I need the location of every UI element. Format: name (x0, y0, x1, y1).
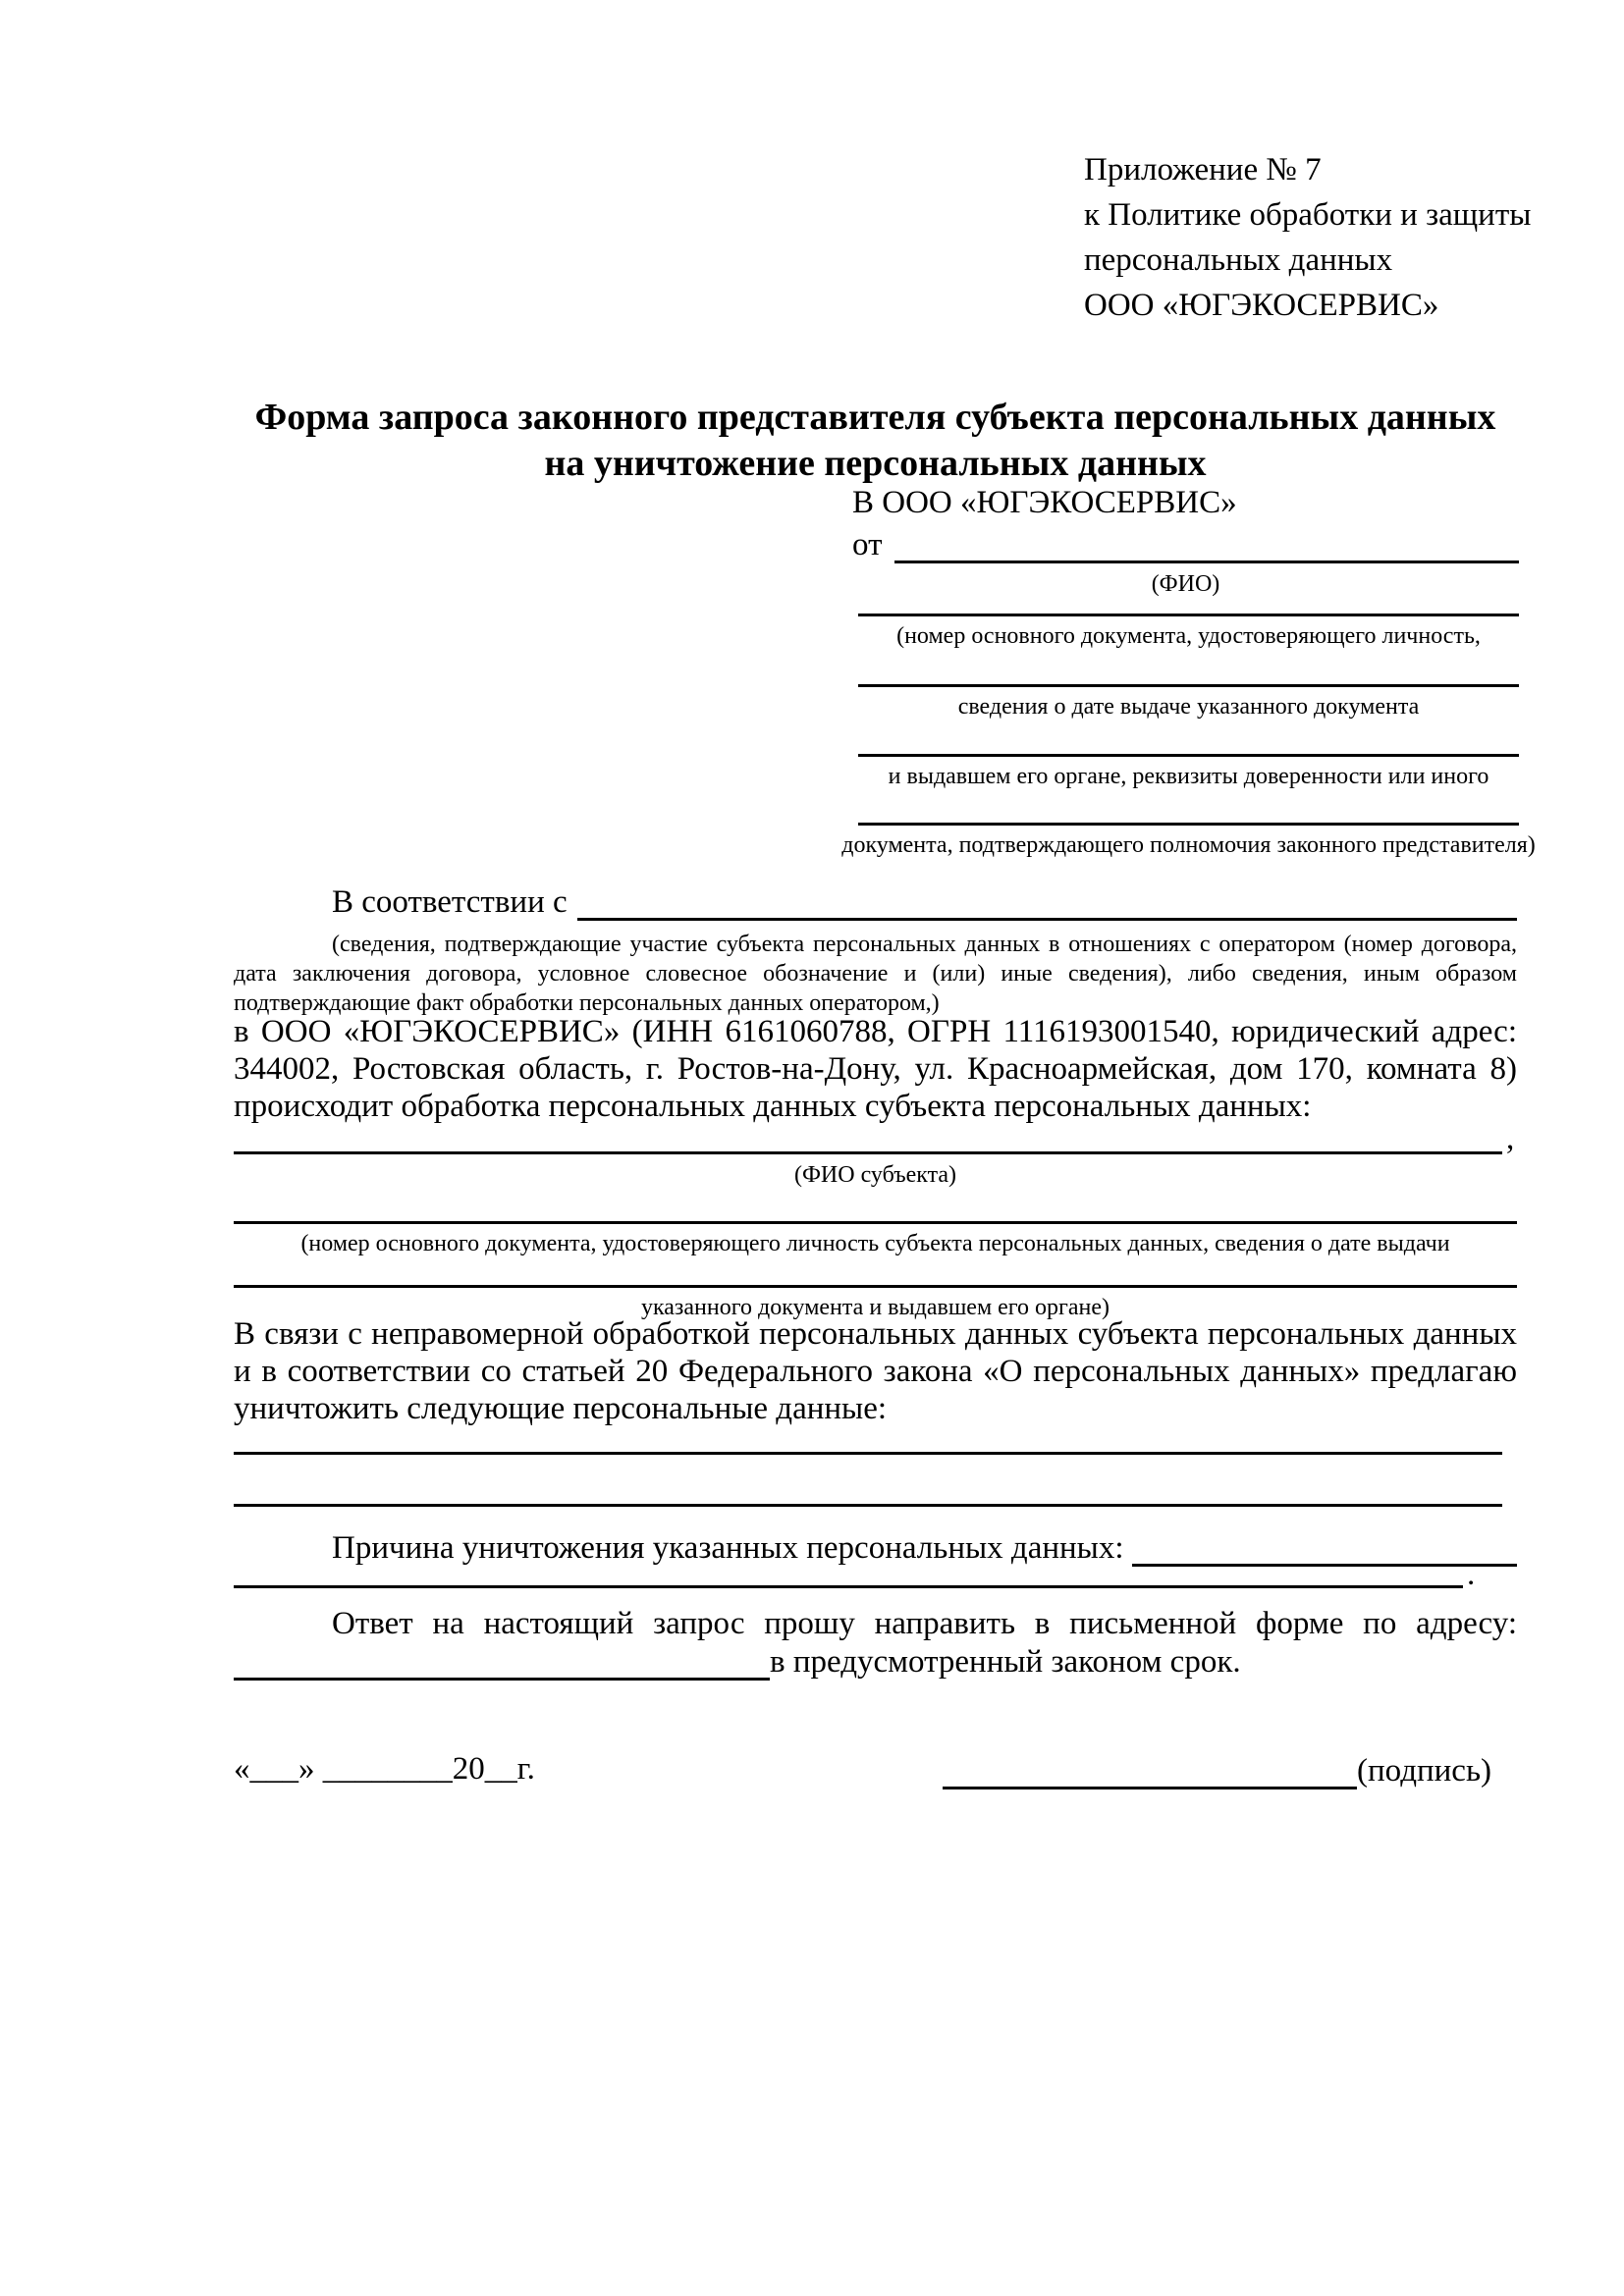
accordance-field (234, 881, 1517, 921)
accordance-blank-line (577, 881, 1517, 921)
subject-doc-line (234, 1221, 1517, 1224)
signature-blank-line (943, 1749, 1357, 1789)
representative-doc-caption: документа, подтверждающего полномочия законного представителя) (841, 832, 1536, 858)
reason-label: Причина уничтожения указанных персональных данных: (332, 1530, 1124, 1566)
signature-caption: (подпись) (1357, 1753, 1491, 1789)
representative-doc-caption: и выдавшем его органе, реквизиты доверенности или иного (888, 764, 1489, 789)
subject-doc-caption: (номер основного документа, удостоверяющего личность субъекта персональных данных, сведения о дате выдачи (300, 1231, 1450, 1256)
document-title (234, 395, 1517, 487)
signature-field (943, 1749, 1491, 1789)
reply-address-blank-line (234, 1640, 770, 1681)
annex-header-line: персональных данных (1084, 242, 1393, 278)
from-field (852, 524, 1519, 563)
from-label: от (852, 527, 883, 562)
reason-blank-line (1132, 1526, 1517, 1567)
reply-address-field (234, 1641, 1517, 1681)
reply-sentence: Ответ на настоящий запрос прошу направить в письменной форме по адресу: (332, 1606, 1517, 1641)
data-to-destroy-line (234, 1452, 1502, 1455)
subject-doc-line (234, 1285, 1517, 1288)
annex-header-line: Приложение № 7 (1084, 152, 1322, 187)
data-to-destroy-line (234, 1504, 1502, 1507)
representative-doc-caption: сведения о дате выдаче указанного документа (957, 694, 1420, 720)
reason-field (234, 1527, 1517, 1567)
subject-fio-caption: (ФИО субъекта) (793, 1162, 957, 1188)
accordance-note: (сведения, подтверждающие участие субъекта персональных данных в отношениях с оператором (номер договора, дата заключения договора, условное словесное обозначение и (или) иные сведения), либо сведения, иным образом подтверждающие факт обработки персональных данных оператором,) (234, 932, 1517, 1016)
subject-doc-caption: указанного документа и выдавшем его органе) (640, 1295, 1110, 1320)
accordance-label: В соответствии с (332, 884, 568, 920)
representative-doc-line (858, 754, 1519, 757)
representative-doc-line (858, 823, 1519, 826)
representative-doc-caption: (номер основного документа, удостоверяющего личность, (896, 623, 1481, 649)
from-blank-line (894, 523, 1520, 563)
operator-paragraph: в ООО «ЮГЭКОСЕРВИС» (ИНН 6161060788, ОГРН 1116193001540, юридический адрес: 344002, Ростовская область, г. Ростов-на-Дону, ул. Красноармейская, дом 170, комната 8) происходит обработка персональных данных субъекта персональных данных: (234, 1014, 1517, 1124)
subject-line-comma: , (1506, 1121, 1515, 1156)
unlawful-processing-paragraph: В связи с неправомерной обработкой персональных данных субъекта персональных данных и в соответствии со статьей 20 Федерального закона «О персональных данных» предлагаю уничтожить следующие персональные данные: (234, 1316, 1517, 1426)
document-title-line1: Форма запроса законного представителя субъекта персональных данных (254, 397, 1496, 438)
representative-doc-line (858, 614, 1519, 616)
from-fio-caption: (ФИО) (1151, 571, 1220, 597)
annex-header-line: к Политике обработки и защиты (1084, 197, 1532, 233)
reason-blank-line2 (234, 1585, 1463, 1588)
document-title-line2: на уничтожение персональных данных (544, 443, 1207, 484)
annex-header (1084, 147, 1531, 328)
reply-tail-text: в предусмотренный законом срок. (770, 1644, 1241, 1680)
recipient-organization: В ООО «ЮГЭКОСЕРВИС» (852, 485, 1237, 520)
annex-header-line: ООО «ЮГЭКОСЕРВИС» (1084, 288, 1439, 323)
subject-fio-line (234, 1151, 1502, 1154)
representative-doc-line (858, 684, 1519, 687)
reason-line-period: . (1467, 1557, 1476, 1592)
date-line: «___» ________20__г. (234, 1751, 535, 1787)
